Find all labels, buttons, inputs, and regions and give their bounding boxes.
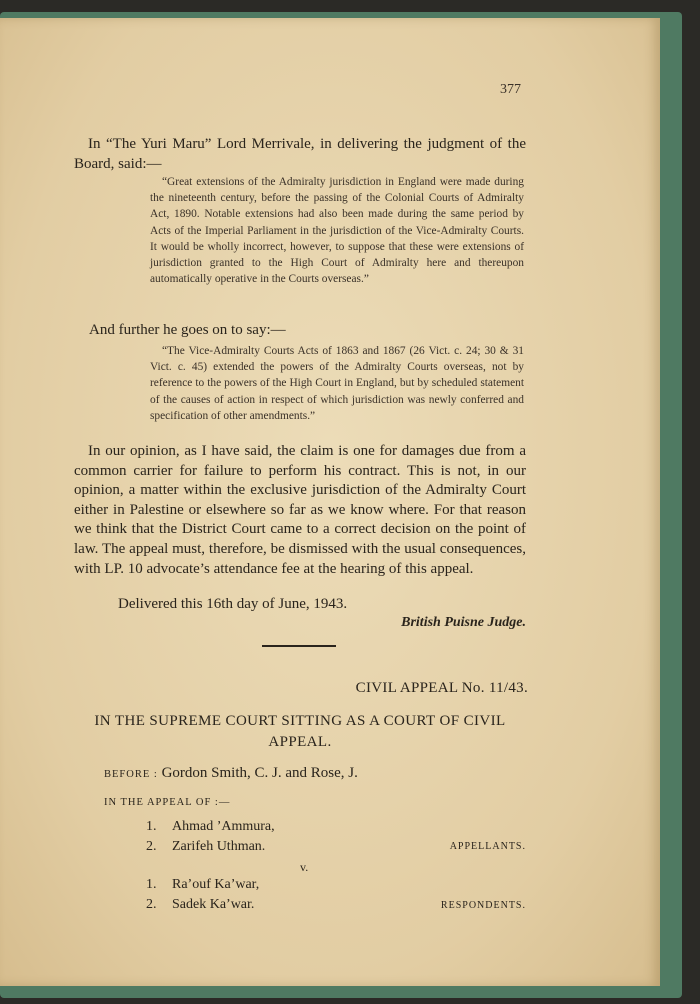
paragraph-yuri-maru: In “The Yuri Maru” Lord Merrivale, in delivering the judgment of the Board, said:— bbox=[74, 136, 526, 172]
appellant-2 bbox=[146, 839, 265, 855]
court-heading: IN THE SUPREME COURT SITTING AS A COURT OF CIVIL APPEAL. bbox=[94, 713, 506, 750]
quote-great-extensions: “Great extensions of the Admiralty jurisdiction in England were made during the nineteenth century, before the passing of the Colonial Courts of Admiralty Act, 1890. Notable extensions had also been made during the same period by Acts of the Imperial Parliament in the jurisdiction of the Vice-Admiralty Courts. It would be wholly incorrect, however, to suppose that these were extensions of jurisdiction granted to the High Court of Admiralty here and thereupon automatically operative in the Courts overseas.” bbox=[150, 176, 524, 286]
party-number: 1. bbox=[146, 819, 157, 834]
party-name: Ahmad ’Ammura, bbox=[172, 819, 275, 834]
lead-further: And further he goes on to say:— bbox=[89, 322, 286, 338]
respondents-label: RESPONDENTS. bbox=[440, 900, 526, 911]
party-name: Sadek Ka’war. bbox=[172, 897, 255, 912]
appellants-label: APPELLANTS. bbox=[449, 841, 526, 852]
appeal-of-label: IN THE APPEAL OF :— bbox=[104, 797, 231, 808]
party-number: 2. bbox=[146, 839, 157, 854]
quote-vice-admiralty: “The Vice-Admiralty Courts Acts of 1863 and 1867 (26 Vict. c. 24; 30 & 31 Vict. c. 45) extended the powers of the Admiralty Courts overseas, not by reference to the powers of the High Court in England, but by scheduled statement of the causes of action in respect of which jurisdiction was newly conferred and specification of other amendments.” bbox=[150, 345, 524, 422]
section-divider bbox=[262, 645, 336, 647]
appellant-1 bbox=[146, 819, 275, 835]
before-label: BEFORE : bbox=[104, 769, 158, 780]
party-name: Zarifeh Uthman. bbox=[172, 839, 266, 854]
bench-judges: Gordon Smith, C. J. and Rose, J. bbox=[161, 765, 358, 781]
judge-signature: British Puisne Judge. bbox=[401, 615, 526, 630]
book-page bbox=[0, 18, 660, 986]
respondent-2 bbox=[146, 897, 254, 913]
bench bbox=[104, 765, 358, 782]
versus: v. bbox=[300, 860, 309, 874]
paragraph-opinion: In our opinion, as I have said, the claim is one for damages due from a common carrier for failure to perform his contract. This is not, in our opinion, a matter within the exclusive jurisdiction of the Admiralty Court either in Palestine or elsewhere so far as we know where. For that reason we think that the District Court came to a correct decision on the point of law. The appeal must, therefore, be dismissed with the usual consequences, with LP. 10 advocate’s attendance fee at the hearing of this appeal. bbox=[74, 443, 526, 577]
party-number: 1. bbox=[146, 877, 157, 892]
party-name: Ra’ouf Ka’war, bbox=[172, 877, 260, 892]
respondent-1 bbox=[146, 877, 259, 893]
case-number: CIVIL APPEAL No. 11/43. bbox=[355, 680, 528, 696]
page-number: 377 bbox=[500, 82, 521, 97]
party-number: 2. bbox=[146, 897, 157, 912]
delivered-date: Delivered this 16th day of June, 1943. bbox=[118, 596, 348, 612]
